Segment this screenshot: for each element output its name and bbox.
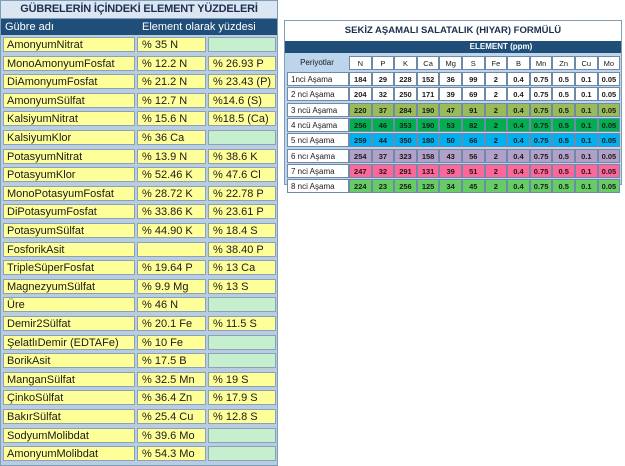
ppm-value: 184 — [349, 72, 372, 86]
ppm-value: 0.75 — [530, 103, 553, 117]
cucumber-formula-table — [284, 20, 622, 192]
ppm-value: 131 — [417, 164, 440, 178]
element-percentage-primary: % 15.6 N — [137, 111, 206, 126]
fertilizer-name: AmonyumNitrat — [3, 37, 135, 52]
table-row — [1, 73, 277, 90]
element-percentage-secondary: %18.5 (Ca) — [208, 111, 276, 126]
ppm-value: 32 — [372, 164, 395, 178]
ppm-value: 56 — [462, 149, 485, 163]
ppm-value: 2 — [485, 164, 508, 178]
ppm-value: 0.75 — [530, 149, 553, 163]
ppm-value: 323 — [394, 149, 417, 163]
ppm-value: 350 — [394, 133, 417, 147]
element-percentage-primary: % 32.5 Mn — [137, 372, 206, 387]
ppm-value: 46 — [372, 118, 395, 132]
table-row — [1, 92, 277, 109]
ppm-value: 0.1 — [575, 72, 598, 86]
ppm-value: 82 — [462, 118, 485, 132]
header-element-percentage: Element olarak yüzdesi — [142, 21, 256, 33]
fertilizer-name: AmonyumSülfat — [3, 93, 135, 108]
ppm-value: 0.05 — [598, 72, 621, 86]
fertilizer-name: BakırSülfat — [3, 409, 135, 424]
element-header: Fe — [485, 56, 508, 70]
ppm-value: 256 — [394, 179, 417, 193]
ppm-value: 254 — [349, 149, 372, 163]
table-row — [1, 148, 277, 165]
element-header: K — [394, 56, 417, 70]
element-header: B — [507, 56, 530, 70]
left-table-title: GÜBRELERİN İÇİNDEKİ ELEMENT YÜZDELERİ — [1, 1, 277, 19]
stage-label: 1nci Aşama — [287, 72, 349, 86]
ppm-value: 44 — [372, 133, 395, 147]
element-percentage-primary: % 52.46 K — [137, 167, 206, 182]
ppm-value: 190 — [417, 118, 440, 132]
fertilizer-name: SodyumMolibdat — [3, 428, 135, 443]
ppm-value: 23 — [372, 179, 395, 193]
stage-label: 7 nci Aşama — [287, 164, 349, 178]
ppm-value: 0.5 — [552, 72, 575, 86]
ppm-value: 2 — [485, 179, 508, 193]
element-percentage-secondary: % 13 Ca — [208, 260, 276, 275]
ppm-value: 228 — [394, 72, 417, 86]
ppm-value: 291 — [394, 164, 417, 178]
element-percentage-primary: % 44.90 K — [137, 223, 206, 238]
element-percentage-secondary — [208, 428, 276, 443]
ppm-value: 51 — [462, 164, 485, 178]
ppm-value: 2 — [485, 87, 508, 101]
ppm-value: 53 — [439, 118, 462, 132]
ppm-value: 158 — [417, 149, 440, 163]
ppm-value: 69 — [462, 87, 485, 101]
table-row — [1, 110, 277, 127]
element-percentage-primary: % 20.1 Fe — [137, 316, 206, 331]
ppm-value: 2 — [485, 133, 508, 147]
ppm-value: 0.4 — [507, 149, 530, 163]
ppm-value: 171 — [417, 87, 440, 101]
ppm-value: 0.4 — [507, 103, 530, 117]
ppm-value: 39 — [439, 164, 462, 178]
ppm-value: 0.05 — [598, 118, 621, 132]
element-percentage-secondary — [208, 37, 276, 52]
fertilizer-name: ManganSülfat — [3, 372, 135, 387]
element-ppm-header — [285, 41, 621, 53]
ppm-value: 0.75 — [530, 72, 553, 86]
ppm-value: 0.5 — [552, 133, 575, 147]
fertilizer-name: Üre — [3, 297, 135, 312]
element-header: S — [462, 56, 485, 70]
element-percentage-primary: % 19.64 P — [137, 260, 206, 275]
element-percentage-secondary: % 26.93 P — [208, 56, 276, 71]
fertilizer-name: KalsiyumNitrat — [3, 111, 135, 126]
ppm-value: 0.5 — [552, 179, 575, 193]
element-percentage-secondary: % 19 S — [208, 372, 276, 387]
ppm-value: 0.1 — [575, 103, 598, 117]
ppm-value: 91 — [462, 103, 485, 117]
ppm-value: 0.05 — [598, 103, 621, 117]
ppm-value: 0.05 — [598, 149, 621, 163]
stage-label: 3 ncü Aşama — [287, 103, 349, 117]
table-row — [1, 241, 277, 258]
right-table-title: SEKİZ AŞAMALI SALATALIK (HIYAR) FORMÜLÜ — [285, 21, 621, 42]
ppm-value: 45 — [462, 179, 485, 193]
element-percentage-secondary: % 17.9 S — [208, 390, 276, 405]
element-percentage-primary: % 9.9 Mg — [137, 279, 206, 294]
ppm-value: 0.75 — [530, 118, 553, 132]
element-percentage-primary: % 36 Ca — [137, 130, 206, 145]
element-percentage-secondary: % 38.6 K — [208, 149, 276, 164]
element-ppm-label: ELEMENT (ppm) — [469, 42, 533, 51]
element-percentage-primary: % 54.3 Mo — [137, 446, 206, 461]
ppm-value: 0.05 — [598, 164, 621, 178]
ppm-value: 284 — [394, 103, 417, 117]
fertilizer-name: BorikAsit — [3, 353, 135, 368]
table-row — [1, 166, 277, 183]
element-percentage-primary: % 28.72 K — [137, 186, 206, 201]
element-percentage-primary: % 33.86 K — [137, 204, 206, 219]
ppm-value: 0.5 — [552, 164, 575, 178]
ppm-value: 0.1 — [575, 118, 598, 132]
element-percentage-secondary — [208, 297, 276, 312]
ppm-value: 204 — [349, 87, 372, 101]
element-percentage-secondary: % 11.5 S — [208, 316, 276, 331]
ppm-value: 99 — [462, 72, 485, 86]
period-label: Periyotlar — [300, 58, 334, 67]
ppm-value: 0.05 — [598, 179, 621, 193]
ppm-value: 247 — [349, 164, 372, 178]
stage-label: 5 nci Aşama — [287, 133, 349, 147]
element-header: Mn — [530, 56, 553, 70]
element-percentage-primary: % 12.7 N — [137, 93, 206, 108]
table-row — [1, 352, 277, 369]
ppm-value: 32 — [372, 87, 395, 101]
fertilizer-name: DiAmonyumFosfat — [3, 74, 135, 89]
fertilizer-name: PotasyumNitrat — [3, 149, 135, 164]
element-percentage-primary — [137, 242, 206, 257]
ppm-value: 0.4 — [507, 164, 530, 178]
table-row — [1, 315, 277, 332]
element-percentage-secondary — [208, 130, 276, 145]
left-table-header-row — [1, 19, 277, 35]
element-percentage-secondary — [208, 335, 276, 350]
ppm-value: 224 — [349, 179, 372, 193]
fertilizer-name: MonoPotasyumFosfat — [3, 186, 135, 201]
ppm-value: 0.4 — [507, 133, 530, 147]
fertilizer-name: MagnezyumSülfat — [3, 279, 135, 294]
ppm-value: 180 — [417, 133, 440, 147]
element-percentage-secondary: % 23.43 (P) — [208, 74, 276, 89]
element-percentage-secondary: % 38.40 P — [208, 242, 276, 257]
fertilizer-name: PotasyumSülfat — [3, 223, 135, 238]
table-row — [1, 408, 277, 425]
fertilizer-name: FosforikAsit — [3, 242, 135, 257]
element-percentage-secondary: % 22.78 P — [208, 186, 276, 201]
stage-label: 8 nci Aşama — [287, 179, 349, 193]
ppm-value: 0.1 — [575, 179, 598, 193]
ppm-value: 37 — [372, 149, 395, 163]
element-header: Cu — [575, 56, 598, 70]
ppm-value: 37 — [372, 103, 395, 117]
table-row — [1, 389, 277, 406]
table-row — [1, 222, 277, 239]
ppm-value: 2 — [485, 103, 508, 117]
ppm-value: 0.4 — [507, 118, 530, 132]
ppm-value: 66 — [462, 133, 485, 147]
element-header: Ca — [417, 56, 440, 70]
element-percentage-primary: % 36.4 Zn — [137, 390, 206, 405]
ppm-value: 0.4 — [507, 72, 530, 86]
ppm-value: 29 — [372, 72, 395, 86]
element-percentage-secondary: % 47.6 Cl — [208, 167, 276, 182]
fertilizer-name: MonoAmonyumFosfat — [3, 56, 135, 71]
element-header: N — [349, 56, 372, 70]
table-row — [1, 36, 277, 53]
element-percentage-secondary: %14.6 (S) — [208, 93, 276, 108]
ppm-value: 0.4 — [507, 87, 530, 101]
ppm-value: 250 — [394, 87, 417, 101]
ppm-value: 220 — [349, 103, 372, 117]
ppm-value: 0.75 — [530, 179, 553, 193]
element-header: Mg — [439, 56, 462, 70]
ppm-value: 39 — [439, 87, 462, 101]
fertilizer-percentage-table — [0, 0, 278, 466]
stage-label: 6 ncı Aşama — [287, 149, 349, 163]
fertilizer-name: PotasyumKlor — [3, 167, 135, 182]
table-row — [1, 185, 277, 202]
element-header: P — [372, 56, 395, 70]
fertilizer-name: AmonyumMolibdat — [3, 446, 135, 461]
ppm-value: 0.5 — [552, 149, 575, 163]
element-percentage-secondary: % 18.4 S — [208, 223, 276, 238]
element-percentage-secondary — [208, 353, 276, 368]
ppm-value: 50 — [439, 133, 462, 147]
table-row — [1, 296, 277, 313]
fertilizer-name: Demir2Sülfat — [3, 316, 135, 331]
ppm-value: 0.75 — [530, 87, 553, 101]
fertilizer-name: ÇinkoSülfat — [3, 390, 135, 405]
ppm-value: 2 — [485, 149, 508, 163]
element-percentage-secondary: % 13 S — [208, 279, 276, 294]
element-percentage-primary: % 13.9 N — [137, 149, 206, 164]
ppm-value: 43 — [439, 149, 462, 163]
element-percentage-primary: % 46 N — [137, 297, 206, 312]
fertilizer-name: TripleSüperFosfat — [3, 260, 135, 275]
element-percentage-primary: % 10 Fe — [137, 335, 206, 350]
ppm-value: 0.5 — [552, 118, 575, 132]
ppm-value: 0.5 — [552, 87, 575, 101]
ppm-value: 0.75 — [530, 133, 553, 147]
ppm-value: 125 — [417, 179, 440, 193]
table-row — [1, 129, 277, 146]
ppm-value: 47 — [439, 103, 462, 117]
table-row — [1, 203, 277, 220]
stage-label: 4 ncü Aşama — [287, 118, 349, 132]
ppm-value: 0.75 — [530, 164, 553, 178]
element-percentage-primary: % 12.2 N — [137, 56, 206, 71]
fertilizer-name: ŞelatlıDemir (EDTAFe) — [3, 335, 135, 350]
fertilizer-name: DiPotasyumFosfat — [3, 204, 135, 219]
ppm-value: 0.05 — [598, 87, 621, 101]
ppm-value: 34 — [439, 179, 462, 193]
ppm-value: 0.5 — [552, 103, 575, 117]
ppm-value: 0.1 — [575, 133, 598, 147]
element-percentage-primary: % 25.4 Cu — [137, 409, 206, 424]
table-row — [1, 334, 277, 351]
element-percentage-secondary — [208, 446, 276, 461]
ppm-value: 2 — [485, 72, 508, 86]
element-percentage-primary: % 17.5 B — [137, 353, 206, 368]
ppm-value: 0.4 — [507, 179, 530, 193]
ppm-value: 0.1 — [575, 149, 598, 163]
header-fertilizer-name: Gübre adı — [5, 21, 54, 33]
ppm-value: 152 — [417, 72, 440, 86]
table-row — [1, 371, 277, 388]
element-percentage-secondary: % 23.61 P — [208, 204, 276, 219]
ppm-value: 353 — [394, 118, 417, 132]
ppm-value: 259 — [349, 133, 372, 147]
ppm-value: 0.1 — [575, 87, 598, 101]
ppm-value: 2 — [485, 118, 508, 132]
element-percentage-primary: % 39.6 Mo — [137, 428, 206, 443]
table-row — [1, 259, 277, 276]
table-row — [1, 427, 277, 444]
element-percentage-primary: % 21.2 N — [137, 74, 206, 89]
ppm-value: 36 — [439, 72, 462, 86]
element-header: Zn — [552, 56, 575, 70]
table-row — [1, 278, 277, 295]
ppm-value: 190 — [417, 103, 440, 117]
table-row — [1, 445, 277, 462]
ppm-value: 0.05 — [598, 133, 621, 147]
element-percentage-primary: % 35 N — [137, 37, 206, 52]
element-header: Mo — [598, 56, 621, 70]
fertilizer-name: KalsiyumKlor — [3, 130, 135, 145]
stage-label: 2 nci Aşama — [287, 87, 349, 101]
table-row — [1, 55, 277, 72]
element-percentage-secondary: % 12.8 S — [208, 409, 276, 424]
ppm-value: 256 — [349, 118, 372, 132]
ppm-value: 0.1 — [575, 164, 598, 178]
